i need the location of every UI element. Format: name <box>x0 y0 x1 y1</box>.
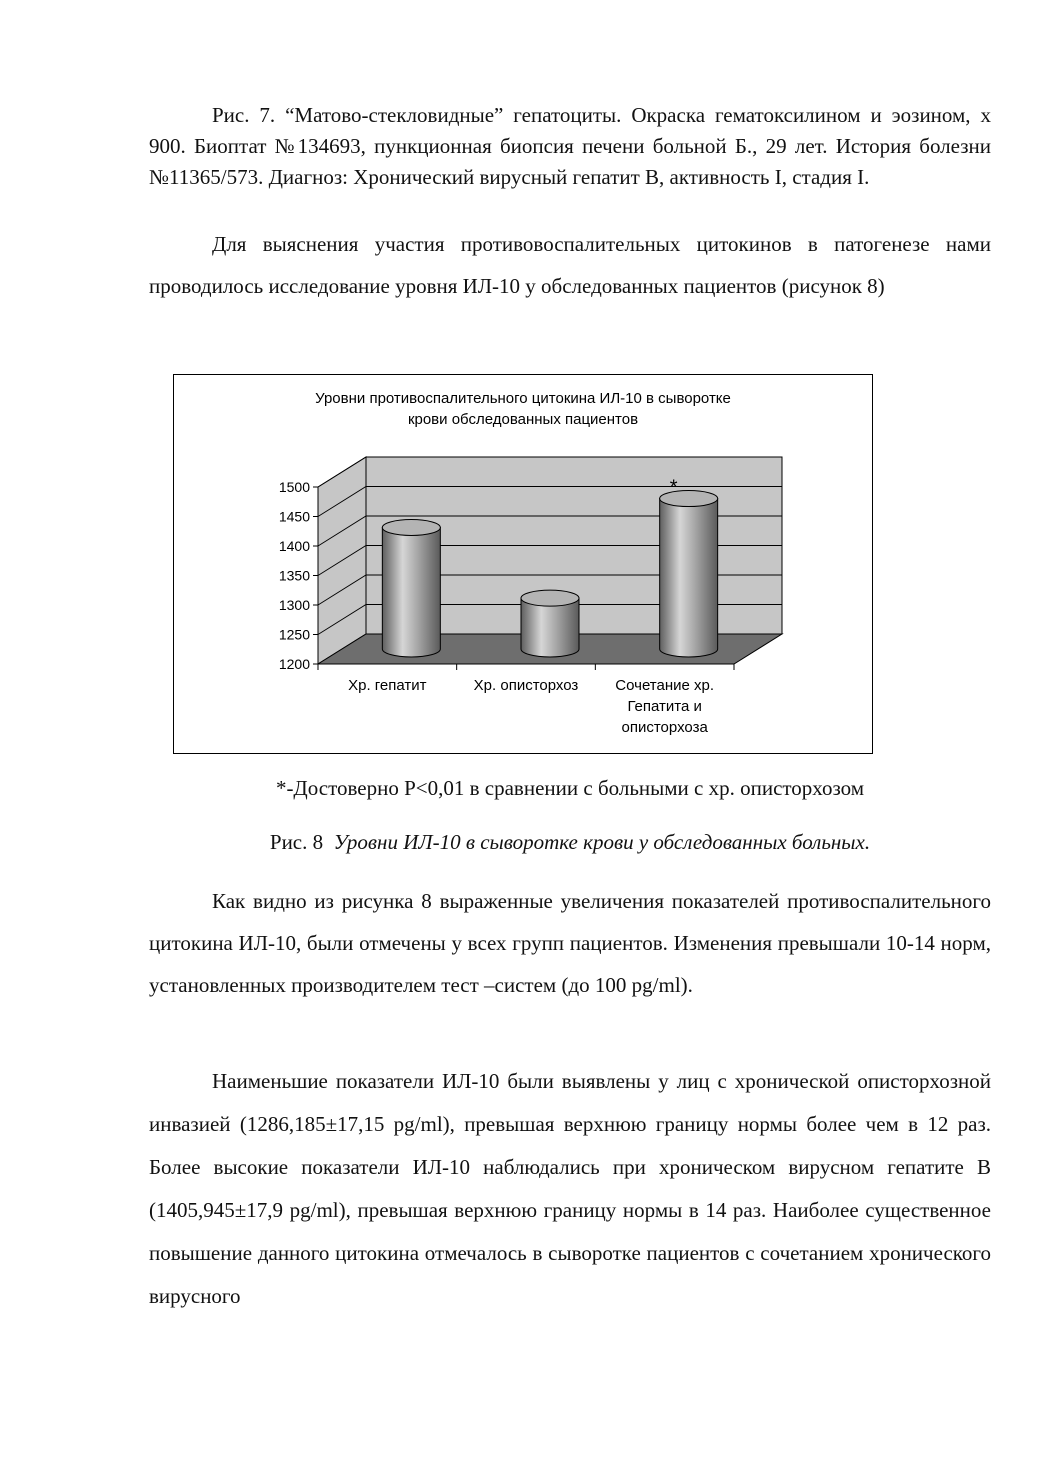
values-paragraph: Наименьшие показатели ИЛ-10 были выявлены у лиц с хронической описторхозной инвазией (1286,185±17,15 pg/ml), превышая верхнюю границу нормы более чем в 12 раз. Более высокие показатели ИЛ-10 наблюдались при хроническом вирусном гепатите В (1405,945±17,9 pg/ml), превышая верхнюю границу нормы в 14 раз. Наиболее существенное повышение данного цитокина отмечалось в сыворотке пациентов с сочетанием хронического вирусного <box>149 1069 991 1308</box>
chart-canvas <box>174 375 872 753</box>
y-tick-label: 1250 <box>278 626 310 643</box>
y-tick-label: 1500 <box>278 479 310 495</box>
bar-cylinder <box>521 598 579 657</box>
category-label: Хр. гепатит <box>348 677 427 694</box>
figure-8-title: Уровни ИЛ-10 в сыворотке крови у обследованных больных. <box>333 830 871 854</box>
significance-note: *-Достоверно P<0,01 в сравнении с больными с хр. описторхозом <box>275 776 865 800</box>
category-label: описторхоза <box>621 719 708 736</box>
bar-top <box>521 590 579 606</box>
category-label: Хр. описторхоз <box>473 677 579 694</box>
y-tick-label: 1300 <box>278 597 310 613</box>
bar-cylinder <box>660 499 718 657</box>
figure-8-label: Рис. 8 <box>269 830 324 854</box>
figure-7-caption: Рис. 7. “Матово-стекловидные” гепатоциты. Окраска гематоксилином и эозином, х 900. Биоптат №134693, пункционная биопсия печени больной Б., 29 лет. История болезни №11365/573. Диагноз: Хронический вирусный гепатит В, активность I, стадия I. <box>149 103 991 189</box>
chart-title-line: Уровни противоспалительного цитокина ИЛ-10 в сыворотке <box>315 390 731 407</box>
result-paragraph: Как видно из рисунка 8 выраженные увеличения показателей противоспалительного цитокина ИЛ-10, были отмечены у всех групп пациентов. Изменения превышали 10-14 норм, установленных производителем тест –систем (до 100 pg/ml). <box>149 889 991 997</box>
bar-top <box>382 519 440 535</box>
bar-top <box>660 491 718 507</box>
figure-8-caption <box>149 830 991 855</box>
y-tick-label: 1350 <box>278 567 310 584</box>
category-label: Сочетание хр. <box>615 677 715 694</box>
category-label: Гепатита и <box>627 698 702 715</box>
chart-title-line: крови обследованных пациентов <box>407 411 639 428</box>
intro-paragraph: Для выяснения участия противовоспалительных цитокинов в патогенезе нами проводилось исследование уровня ИЛ-10 у обследованных пациентов (рисунок 8) <box>149 232 991 298</box>
y-tick-label: 1400 <box>278 538 310 554</box>
bar-cylinder <box>382 527 440 657</box>
significance-asterisk: * <box>669 476 678 499</box>
y-tick-label: 1450 <box>278 508 310 525</box>
il10-chart <box>173 374 873 754</box>
y-tick-label: 1200 <box>278 656 310 672</box>
